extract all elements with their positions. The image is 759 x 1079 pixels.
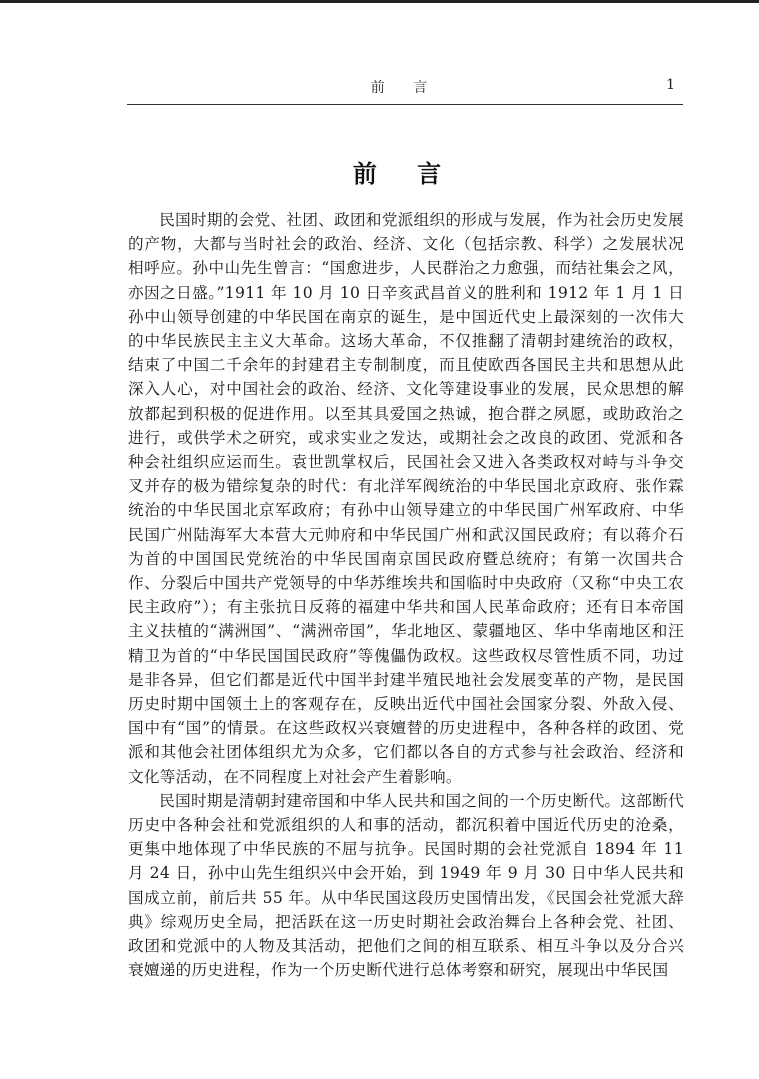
body-text bbox=[128, 208, 684, 983]
paragraph: 民国时期是清朝封建帝国和中华人民共和国之间的一个历史断代。这部断代历史中各种会社和党派组织的人和事的活动，都沉积着中国近代历史的沧桑，更集中地体现了中华民族的不屈与抗争。民国时期的会社党派自 1894 年 11 月 24 日，孙中山先生组织兴中会开始，到 1949 年 9 月 30 日中华人民共和国成立前，前后共 55 年。从中华民国这段历史国情出发，《民国会社党派大辞典》综观历史全局，把活跃在这一历史时期社会政治舞台上各种会党、社团、政团和党派中的人物及其活动，把他们之间的相互联系、相互斗争以及分合兴衰嬗递的历史进程，作为一个历史断代进行总体考察和研究，展现出中华民国 bbox=[128, 791, 684, 980]
running-title: 前 言 bbox=[370, 80, 440, 96]
top-border-line bbox=[0, 0, 759, 3]
chapter-title: 前 言 bbox=[352, 159, 458, 188]
page-number: 1 bbox=[666, 77, 675, 93]
running-header bbox=[127, 74, 683, 100]
header-rule bbox=[127, 104, 683, 105]
paragraph: 民国时期的会党、社团、政团和党派组织的形成与发展，作为社会历史发展的产物，大都与当时社会的政治、经济、文化（包括宗教、科学）之发展状况相呼应。孙中山先生曾言：“国愈进步，人民群治之力愈强，而结社集会之风，亦因之日盛。”1911 年 10 月 10 日辛亥武昌首义的胜利和 1912 年 1 月 1 日孙中山领导创建的中华民国在南京的诞生，是中国近代史上最深刻的一次伟大的中华民族民主主义大革命。这场大革命，不仅推翻了清朝封建统治的政权，结束了中国二千余年的封建君主专制制度，而且使欧西各国民主共和思想从此深入人心，对中国社会的政治、经济、文化等建设事业的发展，民众思想的解放都起到积极的促进作用。以至其具爱国之热诚，抱合群之夙愿，或助政治之进行，或供学术之研究，或求实业之发达，或期社会之改良的政团、党派和各种会社组织应运而生。袁世凯掌权后，民国社会又进入各类政权对峙与斗争交叉并存的极为错综复杂的时代：有北洋军阀统治的中华民国北京政府、张作霖统治的中华民国北京军政府；有孙中山领导建立的中华民国广州军政府、中华民国广州陆海军大本营大元帅府和中华民国广州和武汉国民政府；有以蒋介石为首的中国国民党统治的中华民国南京国民政府暨总统府；有第一次国共合作、分裂后中国共产党领导的中华苏维埃共和国临时中央政府（又称“中央工农民主政府”）；有主张抗日反蒋的福建中华共和国人民革命政府；还有日本帝国主义扶植的“满洲国”、“满洲帝国”，华北地区、蒙疆地区、华中华南地区和汪精卫为首的“中华民国国民政府”等傀儡伪政权。这些政权尽管性质不同，功过是非各异，但它们都是近代中国半封建半殖民地社会发展变革的产物，是民国历史时期中国领土上的客观存在，反映出近代中国社会国家分裂、外敌入侵、国中有“国”的情景。在这些政权兴衰嬗替的历史进程中，各种各样的政团、党派和其他会社团体组织尤为众多，它们都以各自的方式参与社会政治、经济和文化等活动，在不同程度上对社会产生着影响。 bbox=[128, 211, 684, 786]
